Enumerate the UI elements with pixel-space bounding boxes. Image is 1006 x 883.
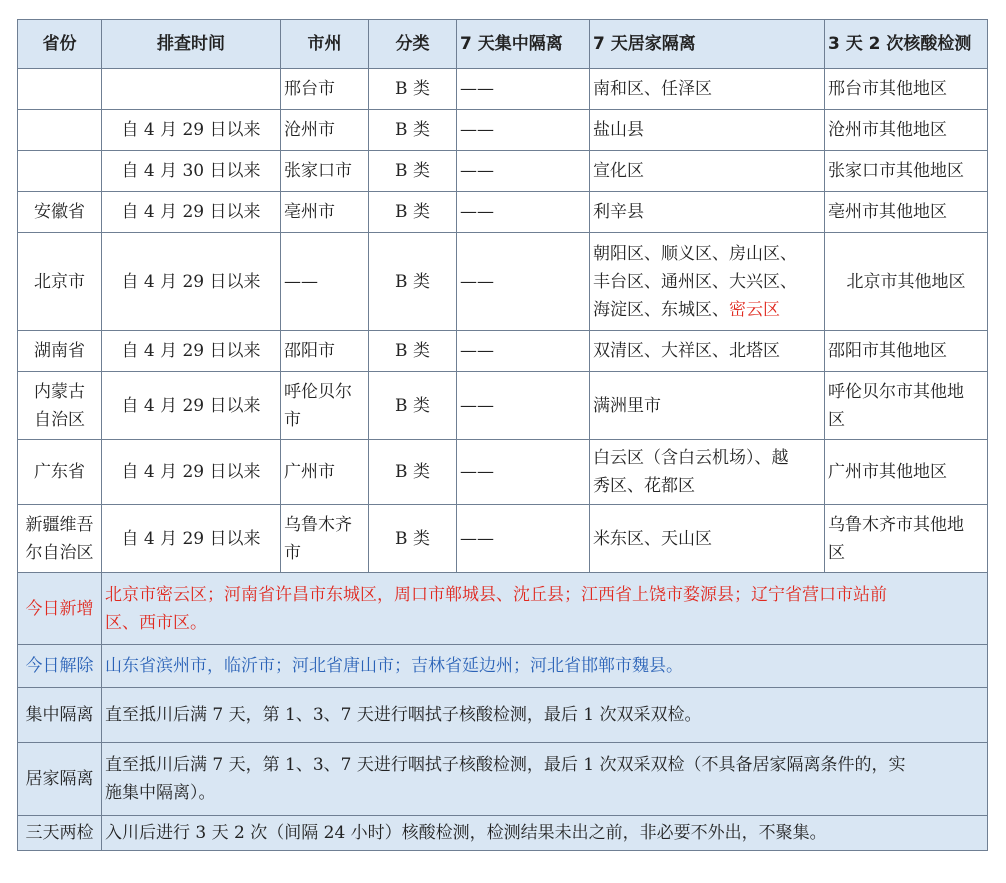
city-cell: 邵阳市 bbox=[281, 331, 369, 372]
new-areas-line: 区、西市区。 bbox=[105, 612, 207, 633]
test-cell: 邢台市其他地区 bbox=[825, 69, 988, 110]
city-cell bbox=[281, 372, 369, 440]
table-row bbox=[18, 331, 988, 372]
central-rule-text: 直至抵川后满 7 天，第 1、3、7 天进行咽拭子核酸检测，最后 1 次双采双检。 bbox=[102, 688, 988, 743]
central-cell: —— bbox=[457, 192, 590, 233]
central-cell: —— bbox=[457, 440, 590, 505]
home-line bbox=[593, 296, 821, 324]
test-cell: 沧州市其他地区 bbox=[825, 110, 988, 151]
city-line: 呼伦贝尔 bbox=[284, 381, 352, 402]
central-label: 集中隔离 bbox=[18, 688, 102, 743]
footer-row-test bbox=[18, 816, 988, 851]
time-cell: 自 4 月 29 日以来 bbox=[102, 233, 281, 331]
province-line: 尔自治区 bbox=[25, 542, 94, 563]
table-row bbox=[18, 372, 988, 440]
test-line: 区 bbox=[828, 409, 845, 430]
province-cell: 广东省 bbox=[18, 440, 102, 505]
province-cell bbox=[18, 372, 102, 440]
home-cell bbox=[590, 233, 825, 331]
central-cell: —— bbox=[457, 151, 590, 192]
city-cell: 张家口市 bbox=[281, 151, 369, 192]
province-line: 内蒙古 bbox=[34, 381, 85, 402]
central-cell: —— bbox=[457, 110, 590, 151]
city-line: 乌鲁木齐 bbox=[284, 514, 352, 535]
city-cell: 邢台市 bbox=[281, 69, 369, 110]
time-cell: 自 4 月 29 日以来 bbox=[102, 192, 281, 233]
table-row bbox=[18, 233, 988, 331]
home-line: 白云区（含白云机场）、越 bbox=[593, 448, 789, 468]
home-cell bbox=[590, 440, 825, 505]
category-cell: B 类 bbox=[369, 233, 457, 331]
header-city: 市州 bbox=[281, 20, 369, 69]
header-home-isolation: 7 天居家隔离 bbox=[590, 20, 825, 69]
footer-row-central bbox=[18, 688, 988, 743]
test-cell: 北京市其他地区 bbox=[825, 233, 988, 331]
province-cell: 安徽省 bbox=[18, 192, 102, 233]
central-cell: —— bbox=[457, 69, 590, 110]
city-cell bbox=[281, 505, 369, 573]
category-cell: B 类 bbox=[369, 372, 457, 440]
new-areas-line: 北京市密云区；河南省许昌市东城区，周口市郸城县、沈丘县；江西省上饶市婺源县；辽宁省营口市站前 bbox=[105, 584, 887, 605]
header-row bbox=[18, 20, 988, 69]
quarantine-table bbox=[17, 19, 988, 851]
city-cell: 广州市 bbox=[281, 440, 369, 505]
home-rule-text bbox=[102, 743, 988, 816]
province-cell bbox=[18, 505, 102, 573]
province-cell: 北京市 bbox=[18, 233, 102, 331]
home-rule-line: 直至抵川后满 7 天，第 1、3、7 天进行咽拭子核酸检测，最后 1 次双采双检（不具备居家隔离条件的，实 bbox=[105, 755, 906, 775]
province-line: 新疆维吾 bbox=[25, 514, 94, 535]
table-row bbox=[18, 505, 988, 573]
home-cell: 宣化区 bbox=[590, 151, 825, 192]
central-cell: —— bbox=[457, 505, 590, 573]
city-cell: 亳州市 bbox=[281, 192, 369, 233]
category-cell: B 类 bbox=[369, 151, 457, 192]
central-cell: —— bbox=[457, 233, 590, 331]
table-row bbox=[18, 69, 988, 110]
category-cell: B 类 bbox=[369, 69, 457, 110]
home-line: 秀区、花都区 bbox=[593, 476, 695, 496]
province-line: 自治区 bbox=[34, 409, 85, 430]
lifted-label: 今日解除 bbox=[18, 645, 102, 688]
header-nucleic-test: 3 天 2 次核酸检测 bbox=[825, 20, 988, 69]
category-cell: B 类 bbox=[369, 192, 457, 233]
test-line: 乌鲁木齐市其他地 bbox=[828, 514, 964, 535]
footer-row-new bbox=[18, 573, 988, 645]
table-row bbox=[18, 110, 988, 151]
time-cell: 自 4 月 29 日以来 bbox=[102, 505, 281, 573]
central-cell: —— bbox=[457, 372, 590, 440]
home-line-text: 海淀区、东城区、 bbox=[593, 299, 729, 320]
central-cell: —— bbox=[457, 331, 590, 372]
category-cell: B 类 bbox=[369, 110, 457, 151]
home-rule-line: 施集中隔离）。 bbox=[105, 783, 216, 803]
province-cell bbox=[18, 151, 102, 192]
test-line: 区 bbox=[828, 542, 845, 563]
table-row bbox=[18, 192, 988, 233]
city-cell: —— bbox=[281, 233, 369, 331]
header-central-isolation: 7 天集中隔离 bbox=[457, 20, 590, 69]
footer-row-home bbox=[18, 743, 988, 816]
home-cell: 南和区、任泽区 bbox=[590, 69, 825, 110]
test-cell: 张家口市其他地区 bbox=[825, 151, 988, 192]
test-label: 三天两检 bbox=[18, 816, 102, 851]
new-areas-text bbox=[102, 573, 988, 645]
time-cell: 自 4 月 29 日以来 bbox=[102, 110, 281, 151]
time-cell bbox=[102, 69, 281, 110]
province-cell: 湖南省 bbox=[18, 331, 102, 372]
new-district-highlight: 密云区 bbox=[729, 299, 780, 320]
table-row bbox=[18, 151, 988, 192]
header-category: 分类 bbox=[369, 20, 457, 69]
home-line: 丰台区、通州区、大兴区、 bbox=[593, 271, 797, 292]
home-line: 朝阳区、顺义区、房山区、 bbox=[593, 243, 797, 264]
home-cell: 盐山县 bbox=[590, 110, 825, 151]
city-line: 市 bbox=[284, 542, 301, 563]
category-cell: B 类 bbox=[369, 331, 457, 372]
province-cell bbox=[18, 69, 102, 110]
home-cell: 利辛县 bbox=[590, 192, 825, 233]
table-row bbox=[18, 440, 988, 505]
lifted-areas-text: 山东省滨州市，临沂市；河北省唐山市；吉林省延边州；河北省邯郸市魏县。 bbox=[102, 645, 988, 688]
test-cell: 广州市其他地区 bbox=[825, 440, 988, 505]
new-label: 今日新增 bbox=[18, 573, 102, 645]
time-cell: 自 4 月 29 日以来 bbox=[102, 372, 281, 440]
header-province: 省份 bbox=[18, 20, 102, 69]
province-cell bbox=[18, 110, 102, 151]
test-cell: 亳州市其他地区 bbox=[825, 192, 988, 233]
test-cell: 邵阳市其他地区 bbox=[825, 331, 988, 372]
home-cell: 米东区、天山区 bbox=[590, 505, 825, 573]
category-cell: B 类 bbox=[369, 440, 457, 505]
quarantine-table-wrapper bbox=[17, 19, 988, 851]
test-line: 呼伦贝尔市其他地 bbox=[828, 381, 964, 402]
test-cell bbox=[825, 505, 988, 573]
header-time: 排查时间 bbox=[102, 20, 281, 69]
time-cell: 自 4 月 29 日以来 bbox=[102, 440, 281, 505]
city-line: 市 bbox=[284, 409, 301, 430]
footer-row-lifted bbox=[18, 645, 988, 688]
home-cell: 满洲里市 bbox=[590, 372, 825, 440]
city-cell: 沧州市 bbox=[281, 110, 369, 151]
home-label: 居家隔离 bbox=[18, 743, 102, 816]
test-rule-text: 入川后进行 3 天 2 次（间隔 24 小时）核酸检测，检测结果未出之前，非必要不外出，不聚集。 bbox=[102, 816, 988, 851]
category-cell: B 类 bbox=[369, 505, 457, 573]
time-cell: 自 4 月 30 日以来 bbox=[102, 151, 281, 192]
time-cell: 自 4 月 29 日以来 bbox=[102, 331, 281, 372]
test-cell bbox=[825, 372, 988, 440]
home-cell: 双清区、大祥区、北塔区 bbox=[590, 331, 825, 372]
